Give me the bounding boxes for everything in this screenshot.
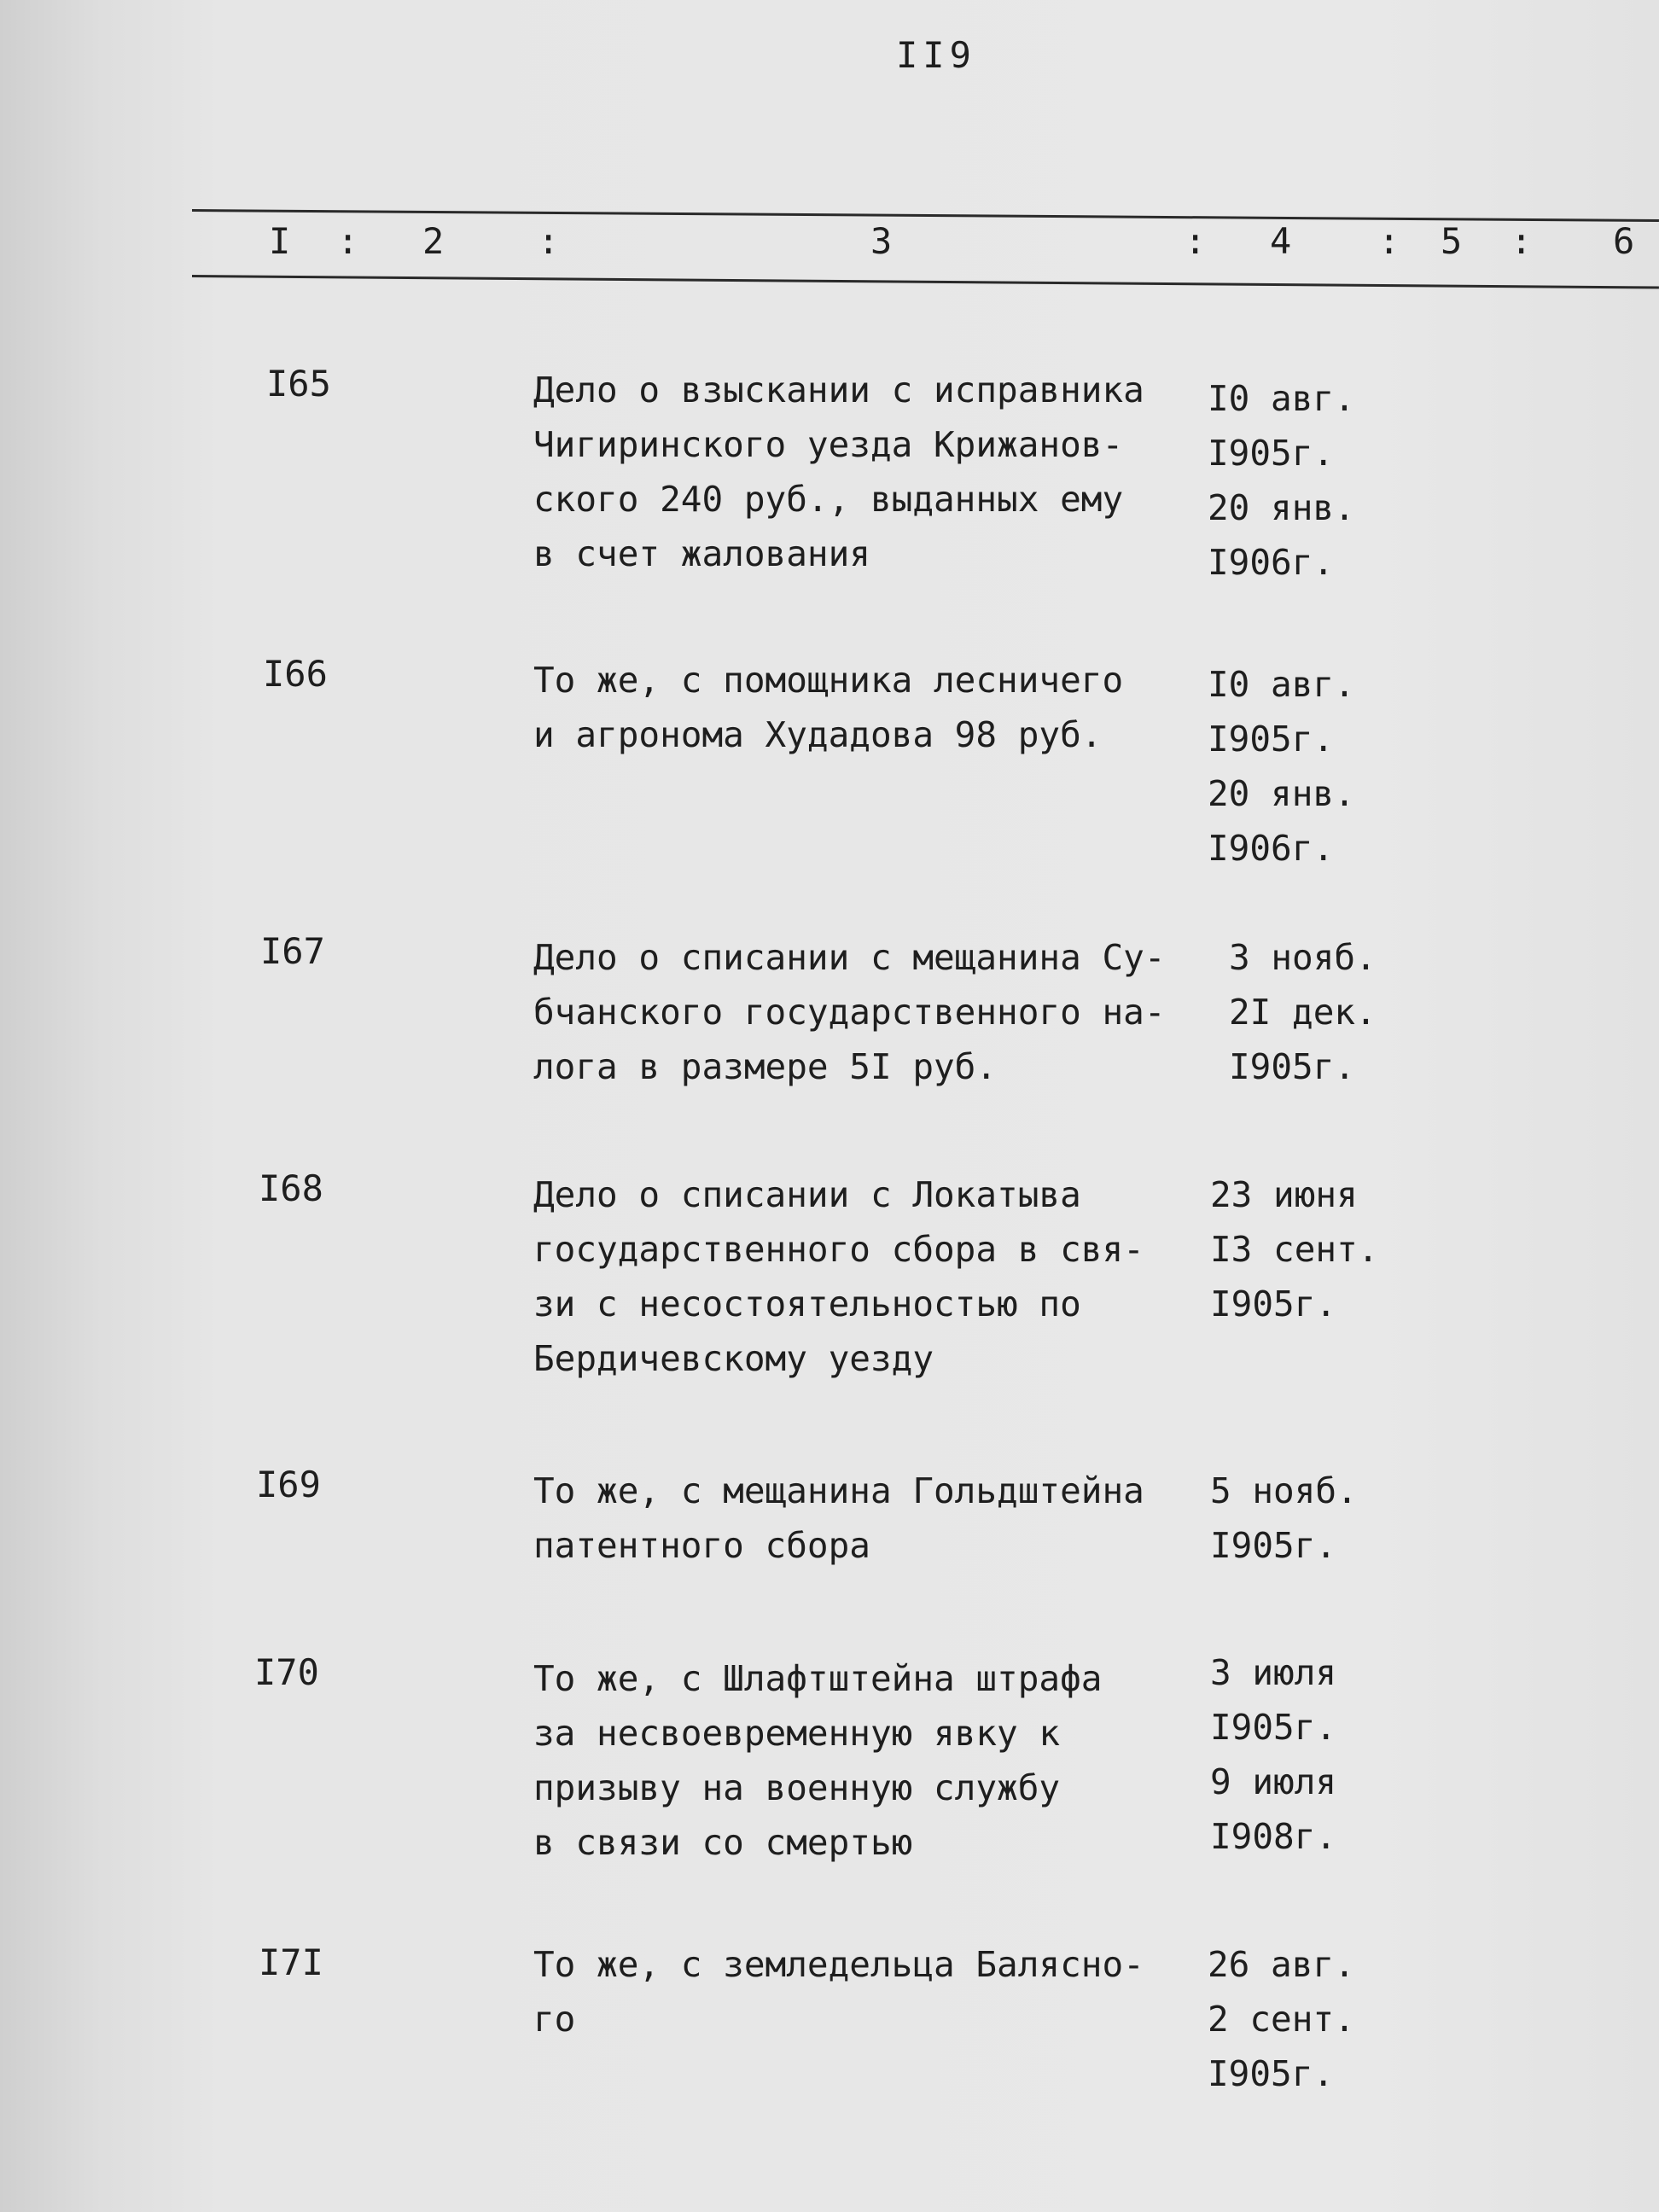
header-bottom-rule <box>192 275 1659 289</box>
column-separator: : <box>1185 220 1207 262</box>
entry-number: I70 <box>254 1651 319 1693</box>
column-separator: : <box>1378 220 1400 262</box>
entry-dates: 3 июля I905г. 9 июля I908г. <box>1210 1652 1337 1857</box>
entry-number: I68 <box>259 1167 323 1209</box>
entry-number: I66 <box>263 653 328 695</box>
column-header-1: I <box>269 220 291 262</box>
entry-description: Дело о списании с мещанина Су- бчанского государственного на- лога в размере 5I руб. <box>533 937 1166 1087</box>
entry-description: То же, с земледельца Балясно- го <box>533 1944 1144 2040</box>
column-separator: : <box>337 220 359 262</box>
column-header-4: 4 <box>1270 220 1292 262</box>
entry-dates: I0 авг. I905г. 20 янв. I906г. <box>1208 664 1355 869</box>
entry-number: I69 <box>256 1464 321 1505</box>
column-separator: : <box>538 220 560 262</box>
entry-dates: I0 авг. I905г. 20 янв. I906г. <box>1208 378 1355 583</box>
entry-number: I65 <box>266 363 331 405</box>
entry-description: То же, с помощника лесничего и агронома Худадова 98 руб. <box>533 660 1124 755</box>
entry-dates: 3 нояб. 2I дек. I905г. <box>1229 937 1377 1087</box>
page-number: II9 <box>896 34 976 76</box>
column-separator: : <box>1511 220 1533 262</box>
column-header-6: 6 <box>1613 220 1635 262</box>
entry-description: Дело о списании с Локатыва государственного сбора в свя- зи с несостоятельностью по Бердичевскому уезду <box>533 1174 1144 1379</box>
column-header-2: 2 <box>422 220 445 262</box>
entry-description: То же, с мещанина Гольдштейна патентного сбора <box>533 1470 1144 1566</box>
entry-dates: 26 авг. 2 сент. I905г. <box>1208 1944 1355 2094</box>
entry-description: Дело о взыскании с исправника Чигиринского уезда Крижанов- ского 240 руб., выданных ему в счет жалования <box>533 370 1144 574</box>
column-header-5: 5 <box>1441 220 1463 262</box>
header-top-rule <box>192 209 1659 222</box>
entry-number: I67 <box>260 930 325 972</box>
entry-dates: 23 июня I3 сент. I905г. <box>1210 1174 1379 1324</box>
entry-number: I7I <box>259 1941 323 1983</box>
column-header-3: 3 <box>870 220 893 262</box>
entry-description: То же, с Шлафтштейна штрафа за несвоевременную явку к призыву на военную службу в связи со смертью <box>533 1658 1103 1863</box>
entry-dates: 5 нояб. I905г. <box>1210 1470 1358 1566</box>
